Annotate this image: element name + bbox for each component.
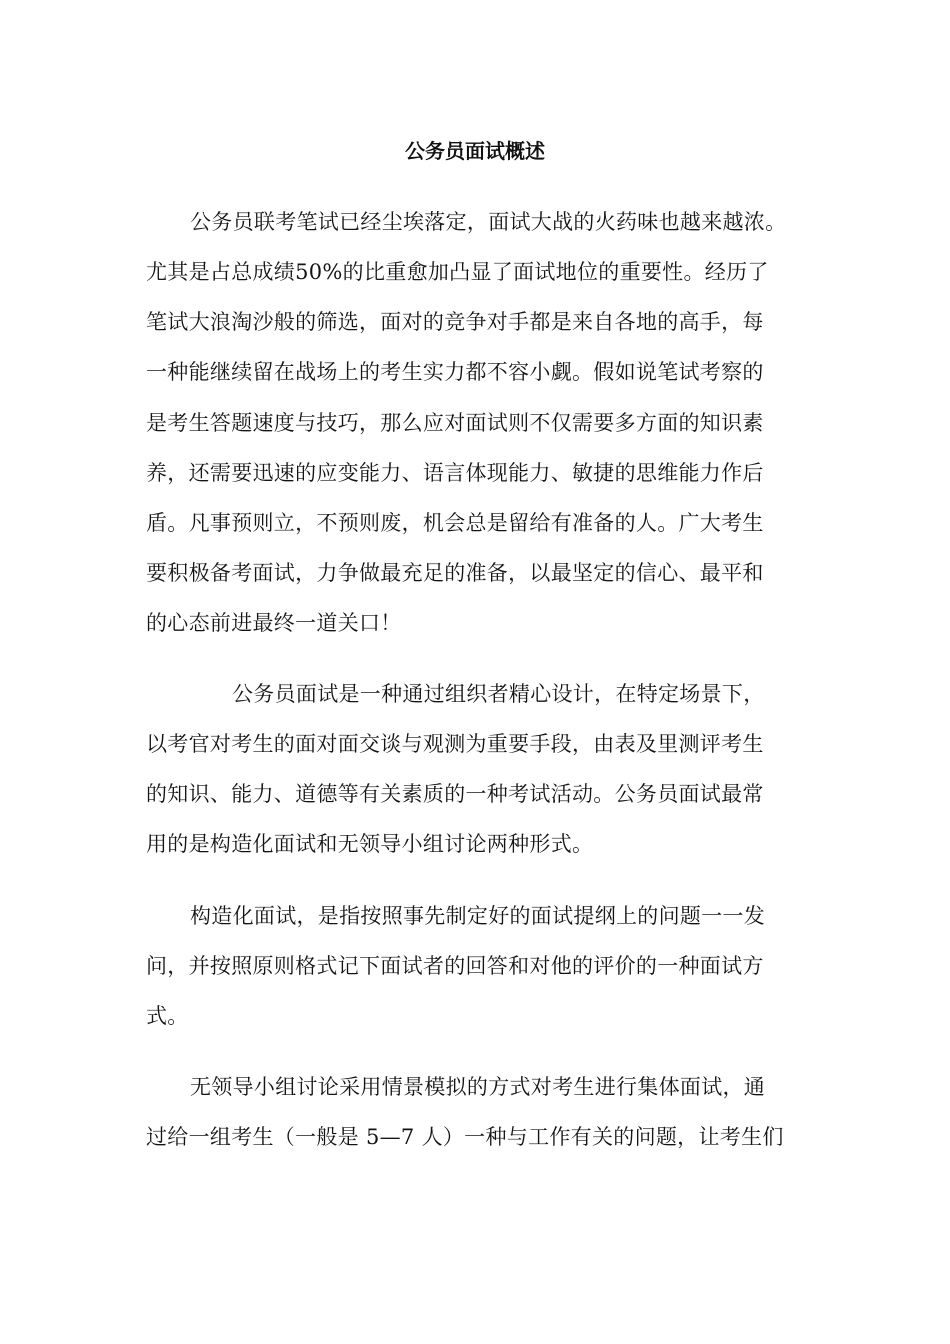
paragraph-line: 问，并按照原则格式记下面试者的回答和对他的评价的一种面试方 bbox=[146, 954, 764, 978]
paragraph-line: 构造化面试，是指按照事先制定好的面试提纲上的问题一一发 bbox=[190, 904, 766, 928]
paragraph-line: 公务员面试是一种通过组织者精心设计，在特定场景下， bbox=[232, 682, 765, 706]
paragraph-line: 尤其是占总成绩50%的比重愈加凸显了面试地位的重要性。经历了 bbox=[146, 260, 769, 284]
paragraph-line: 公务员联考笔试已经尘埃落定，面试大战的火药味也越来越浓。 bbox=[190, 210, 787, 234]
paragraph-line: 盾。凡事预则立，不预则废，机会总是留给有准备的人。广大考生 bbox=[146, 511, 764, 535]
paragraph-line: 笔试大浪淘沙般的筛选，面对的竞争对手都是来自各地的高手，每 bbox=[146, 310, 764, 334]
document-title: 公务员面试概述 bbox=[405, 139, 545, 163]
paragraph-line: 用的是构造化面试和无领导小组讨论两种形式。 bbox=[146, 832, 594, 856]
paragraph-line: 是考生答题速度与技巧，那么应对面试则不仅需要多方面的知识素 bbox=[146, 411, 764, 435]
paragraph-line: 以考官对考生的面对面交谈与观测为重要手段，由表及里测评考生 bbox=[146, 732, 764, 756]
paragraph-line: 的知识、能力、道德等有关素质的一种考试活动。公务员面试最常 bbox=[146, 782, 764, 806]
paragraph-line: 一种能继续留在战场上的考生实力都不容小觑。假如说笔试考察的 bbox=[146, 360, 764, 384]
paragraph-line: 的心态前进最终一道关口！ bbox=[146, 611, 402, 635]
paragraph-line: 式。 bbox=[146, 1004, 189, 1028]
paragraph-line: 无领导小组讨论采用情景模拟的方式对考生进行集体面试，通 bbox=[190, 1075, 766, 1099]
paragraph-line: 要积极备考面试，力争做最充足的准备，以最坚定的信心、最平和 bbox=[146, 561, 764, 585]
paragraph-line: 养，还需要迅速的应变能力、语言体现能力、敏捷的思维能力作后 bbox=[146, 461, 764, 485]
paragraph-line: 过给一组考生（一般是 5—7 人）一种与工作有关的问题，让考生们 bbox=[146, 1125, 784, 1149]
